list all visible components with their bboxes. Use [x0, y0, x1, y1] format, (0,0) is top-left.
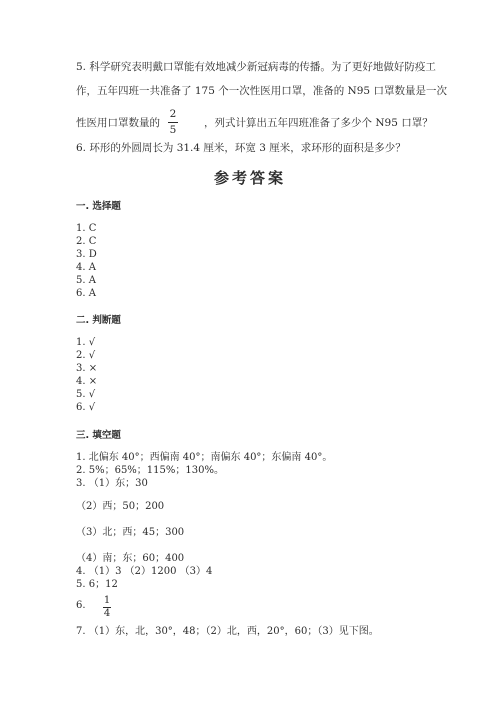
- fraction-numerator: 2: [169, 108, 177, 120]
- answer-3-2: （2）西；50；200: [76, 501, 165, 512]
- question-5-line-2: 作，五年四班一共准备了 175 个一次性医用口罩，准备的 N95 口罩数量是一次: [76, 85, 447, 97]
- question-5-line-3-left: 性医用口罩数量的: [76, 117, 160, 129]
- section-choice-list: [76, 222, 97, 300]
- list-item: 3. ×: [76, 363, 98, 374]
- fraction-one-quarter: [100, 596, 114, 619]
- answer-3-3: （3）北；西；45；300: [76, 527, 185, 538]
- section-judge-list: [76, 336, 97, 414]
- answer-3-3-wrap: [76, 526, 184, 539]
- list-item: 6. √: [76, 402, 96, 413]
- answer-6-wrap: [76, 599, 86, 612]
- question-6: 6. 环形的外圆周长为 31.4 厘米，环宽 3 厘米，求环形的面积是多少？: [76, 142, 406, 154]
- fraction-denominator: 4: [103, 608, 111, 619]
- list-item: 5. A: [76, 275, 96, 286]
- list-item: 4. ×: [76, 376, 98, 387]
- section-choice-heading: 一. 选择题: [76, 201, 121, 212]
- list-item: 2. √: [76, 350, 96, 361]
- answer-title: 参考答案: [213, 169, 286, 187]
- list-item: 6. A: [76, 288, 96, 299]
- list-item: 3. D: [76, 249, 97, 260]
- answer-1: 1. 北偏东 40°；西偏南 40°；南偏东 40°；东偏南 40°。: [76, 452, 333, 463]
- list-item: 2. C: [76, 236, 97, 247]
- answer-3-1: 3. （1）东；30: [76, 478, 148, 489]
- list-item: 1. √: [76, 337, 96, 348]
- fraction-two-fifths: [165, 109, 181, 136]
- question-5-line-3-right: ，列式计算出五年四班准备了多少个 N95 口罩？: [204, 117, 433, 129]
- answer-2: 2. 5%；65%；115%；130%。: [76, 465, 224, 476]
- list-item: 5. √: [76, 389, 96, 400]
- fraction-numerator: 1: [103, 595, 111, 606]
- fraction-denominator: 5: [169, 124, 177, 136]
- section-fill-list: [76, 451, 332, 490]
- answer-6-label: 6.: [76, 600, 86, 611]
- section-judge-heading: 二. 判断题: [76, 315, 121, 326]
- question-5-line-1: 5. 科学研究表明戴口罩能有效地减少新冠病毒的传播。为了更好地做好防疫工: [76, 61, 436, 73]
- answer-7-wrap: [76, 625, 379, 638]
- section-fill-heading: 三. 填空题: [76, 430, 121, 441]
- list-item: 4. A: [76, 262, 96, 273]
- answer-3-4-wrap: [76, 552, 212, 591]
- answer-3-4: （4）南；东；60；400: [76, 553, 185, 564]
- list-item: 1. C: [76, 223, 97, 234]
- answer-5: 5. 6；12: [76, 579, 118, 590]
- fraction-bar: [168, 122, 178, 123]
- answer-4: 4. （1）3 （2）1200 （3）4: [76, 566, 213, 577]
- answer-7: 7. （1）东，北，30°，48；（2）北，西，20°，60；（3）见下图。: [76, 626, 379, 637]
- answer-3-2-wrap: [76, 500, 164, 513]
